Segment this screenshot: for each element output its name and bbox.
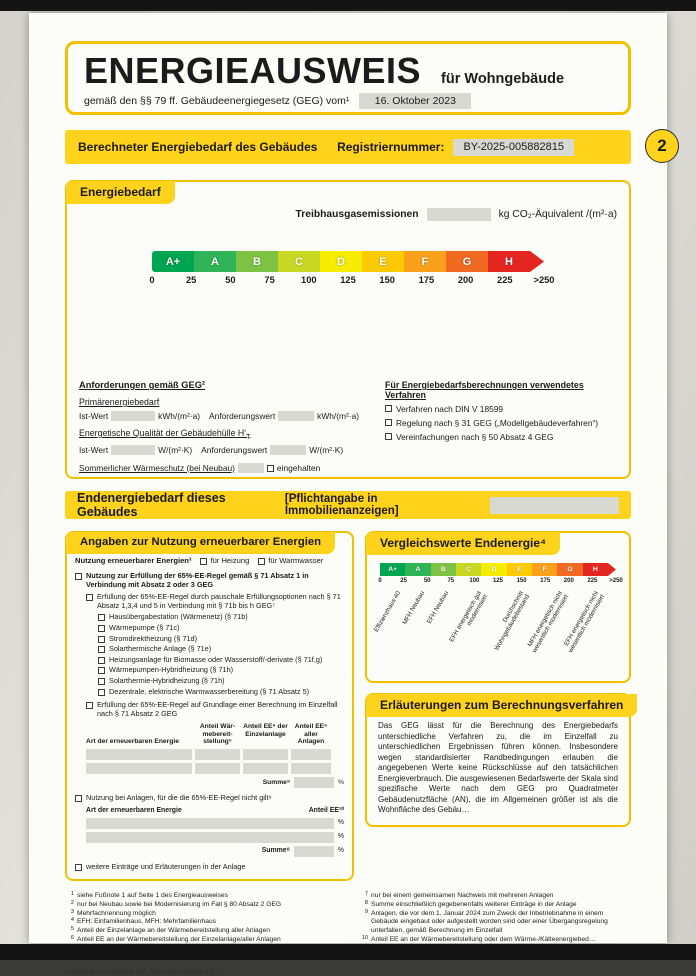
footnote-number: 7 xyxy=(364,891,368,898)
primary-energy-values-row xyxy=(79,411,377,421)
photo-edge-top xyxy=(0,0,696,11)
energy-class-cell: B xyxy=(236,251,278,272)
pauschal-option-label: Dezentrale, elektrische Warmwasserbereitung (§ 71 Absatz 5) xyxy=(109,686,310,696)
energy-class-cell: A xyxy=(405,563,430,576)
checkbox-eingehalten xyxy=(267,465,274,472)
energy-class-cell: E xyxy=(507,563,532,576)
sum-field xyxy=(294,777,334,788)
sum-label: Summe⁸ xyxy=(261,847,290,855)
registry-bar xyxy=(65,130,631,164)
footnote-text: Summe einschließlich gegebenenfalls weiterer Einträge in der Anlage xyxy=(371,901,577,909)
scale-tick: 0 xyxy=(378,578,382,584)
footnote-number: 6 xyxy=(70,934,74,941)
law-row xyxy=(84,93,612,109)
sum-field xyxy=(294,846,334,857)
scale-tick: 125 xyxy=(492,578,504,584)
pauschal-option-label: Solarthermie-Hybridheizung (§ 71h) xyxy=(109,676,225,686)
scale-tick: 25 xyxy=(186,275,197,285)
energy-class-cell: D xyxy=(481,563,506,576)
pauschal-option-label: Heizungsanlage für Biomasse oder Wasserstoff/-derivate (§ 71f,g) xyxy=(109,654,323,664)
scale-tick: 125 xyxy=(340,275,356,285)
checkbox xyxy=(98,614,105,621)
bottom-columns xyxy=(65,531,631,881)
ee-table-1-row xyxy=(86,749,344,760)
scale-tick: 50 xyxy=(423,578,431,584)
method-option xyxy=(385,432,617,442)
energy-class-cell: G xyxy=(557,563,582,576)
table-field xyxy=(86,763,192,774)
percent-sign: % xyxy=(337,833,344,841)
explanation-tab: Erläuterungen zum Berechnungsverfahren xyxy=(366,694,637,717)
pauschal-option xyxy=(98,613,344,622)
pauschal-option xyxy=(98,635,344,644)
rule65-label: Nutzung zur Erfüllung der 65%-EE-Regel gemäß § 71 Absatz 1 in Verbindung mit Absatz 2 oder 3 GEG xyxy=(86,570,309,589)
pauschal-option-label: Wärmepumpen-Hybridheizung (§ 71h) xyxy=(109,665,234,675)
pauschal-option xyxy=(98,688,344,697)
percent-sign: % xyxy=(337,847,344,855)
comparison-label: MFH Neubau xyxy=(401,590,427,626)
table-field xyxy=(86,749,192,760)
method-option xyxy=(385,418,617,428)
eingehalten-label: eingehalten xyxy=(276,462,321,473)
scale-tick: 25 xyxy=(400,578,407,584)
scale-tick: 200 xyxy=(457,275,474,285)
energy-class-cell: B xyxy=(431,563,456,576)
energiebedarf-tab: Energiebedarf xyxy=(66,181,175,204)
energy-class-cell: A+ xyxy=(152,251,194,272)
footnote-text: Anteil EE an der Wärmebereitstellung oder dem Wärme-/Kälteenergiebed… xyxy=(371,935,596,943)
footnote-number: 4 xyxy=(70,917,74,924)
photo-edge-bottom xyxy=(0,944,696,960)
scale-tick: 75 xyxy=(447,578,455,584)
anforderungswert-field xyxy=(270,445,306,455)
envelope-quality-subscript: T xyxy=(245,431,251,441)
scale-tick: 200 xyxy=(563,578,574,584)
energy-class-cell: C xyxy=(278,251,320,272)
checkbox xyxy=(75,573,82,580)
column-header: Anteil Wärmebereitstellung⁵ xyxy=(199,723,236,746)
checkbox xyxy=(75,795,82,802)
method-column xyxy=(377,380,617,473)
footnote xyxy=(359,910,631,936)
header-box xyxy=(65,41,631,115)
envelope-quality-heading xyxy=(79,428,377,441)
column-header: Anteil EE⁶ aller Anlagen xyxy=(294,723,328,746)
checkbox xyxy=(98,657,105,664)
comparison-scale-ticks xyxy=(378,578,623,587)
footnote-number: 3 xyxy=(70,908,74,915)
renewables-box xyxy=(65,531,354,881)
checkbox xyxy=(98,667,105,674)
issue-date-field: 16. Oktober 2023 xyxy=(359,93,471,109)
energy-class-cell: H xyxy=(583,563,608,576)
footnote xyxy=(65,901,343,910)
law-reference-text: gemäß den §§ 79 ff. Gebäudeenergiegesetz (GEG) vom¹ xyxy=(84,95,350,107)
energy-scale-ticks xyxy=(149,275,555,288)
footnote-number: 2 xyxy=(70,900,74,907)
energy-class-cell: C xyxy=(456,563,481,576)
comparison-box xyxy=(365,531,631,683)
usage-label: Nutzung erneuerbarer Energien³ xyxy=(75,556,192,565)
summer-protection-row xyxy=(79,463,377,473)
footnote-text: nur bei Neubau sowie bei Modernisierung im Fall § 80 Absatz 2 GEG xyxy=(77,901,282,909)
ist-wert-field xyxy=(111,411,155,421)
footnote-text: Anlagen, die vor dem 1. Januar 2024 zum Zweck der Inbetriebnahme in einem Gebäude eingebaut oder aufgestellt worden sind oder einer Übergangsregelung unterfallen, gemäß Berechnung im Einzelfall xyxy=(371,909,608,935)
footnote-number: 8 xyxy=(364,900,368,907)
footnote-text: Anteil EE an der Wärmebereitstellung der Einzelanlage/aller Anlagen xyxy=(77,935,281,943)
pauschal-label: Erfüllung der 65%-EE-Regel durch pauschale Erfüllungsoptionen nach § 71 Absatz 1,3,4 und 5 in Verbindung mit § 71b bis h GEG⁷ xyxy=(97,592,341,610)
method-option-label: Verfahren nach DIN V 18599 xyxy=(396,404,504,414)
footnote xyxy=(359,901,631,910)
comparison-tab: Vergleichswerte Endenergie⁴ xyxy=(366,532,560,555)
comparison-label: Durchschnitt Wohngebäudebestand xyxy=(493,590,532,652)
scale-tick: >250 xyxy=(609,578,623,584)
explanation-text: Das GEG lässt für die Berechnung des Energiebedarfs unterschiedliche Verfahren zu, die im Einzelfall zu unterschiedlichen Ergebnissen führen können. Insbesondere wegen standardisierter Randbedingungen erlauben die angegebenen Werte keine Rückschlüsse auf den tatsächlichen Energieverbrauch. Die ausgewiesenen Bedarfswerte der Skala sind spezifische Werte nach dem GEG pro Quadratmeter Gebäudenutzfläche (AN), die im Allgemeinen größer ist als die Wohnfläche des Gebäu… xyxy=(378,721,618,815)
footnote-text: EFH: Einfamilienhaus, MFH: Mehrfamilienhaus xyxy=(77,918,217,926)
comparison-label: EFH energetisch gut modernisiert xyxy=(448,590,490,644)
column-header: Art der erneuerbaren Energie xyxy=(86,738,179,746)
table-field xyxy=(86,832,334,843)
table-field xyxy=(291,763,331,774)
pauschal-option-label: Stromdirektheizung (§ 71d) xyxy=(109,633,198,643)
table-field xyxy=(291,749,331,760)
column-header: Anteil EE¹⁰ xyxy=(308,806,344,814)
requirements-column xyxy=(79,380,377,473)
scale-tick: 150 xyxy=(516,578,527,584)
document-page xyxy=(29,13,667,976)
energy-class-cell: H xyxy=(488,251,530,272)
usage-option-label: für Warmwasser xyxy=(268,556,324,565)
requirements-heading: Anforderungen gemäß GEG² xyxy=(79,380,206,390)
checkbox xyxy=(385,405,392,412)
comparison-label: EFH Neubau xyxy=(425,590,451,626)
checkbox xyxy=(258,558,265,565)
energy-requirements-area xyxy=(79,380,617,473)
einzelfall-row xyxy=(86,701,344,718)
scale-tick: 100 xyxy=(301,275,317,285)
energy-class-cell: G xyxy=(446,251,488,272)
checkbox xyxy=(98,678,105,685)
ist-wert-label: Ist-Wert xyxy=(79,444,109,455)
pauschal-option-label: Hausübergabestation (Wärmenetz) (§ 71b) xyxy=(109,612,248,622)
pauschal-option-label: Wärmepumpe (§ 71c) xyxy=(109,623,180,632)
registry-number-label: Registriernummer: xyxy=(337,140,445,154)
energiebedarf-box xyxy=(65,180,631,479)
anforderungswert-field xyxy=(278,411,314,421)
scale-tick: 225 xyxy=(587,578,598,584)
scale-arrow-icon xyxy=(608,563,616,576)
footnote xyxy=(65,918,343,927)
method-option xyxy=(385,404,617,414)
renewables-tab: Angaben zur Nutzung erneuerbarer Energien xyxy=(66,532,335,554)
ee-table-1 xyxy=(86,723,344,788)
ee-table-2 xyxy=(86,807,344,857)
column-header: Anteil EE⁶ der Einzelanlage xyxy=(243,723,288,738)
comparison-labels xyxy=(372,587,616,675)
scale-tick: 0 xyxy=(149,275,155,285)
kwh-unit: kWh/(m²·a) xyxy=(158,411,201,421)
footnote-number: 10 xyxy=(361,934,368,941)
software-footer: Hottgenroth Software AG, Verbrauchspass 5.2.2 xyxy=(65,966,221,976)
pauschal-option-label: Solarthermische Anlage (§ 71e) xyxy=(109,644,212,654)
ee-table-2-sum-row xyxy=(86,846,344,857)
footnotes xyxy=(65,892,631,944)
pauschal-option xyxy=(98,656,344,665)
column-header: Art der erneuerbaren Energie xyxy=(86,806,182,814)
checkbox xyxy=(385,433,392,440)
pauschal-option xyxy=(98,645,344,654)
notapply-row xyxy=(75,794,344,803)
energy-class-cell: A xyxy=(194,251,236,272)
footnote xyxy=(359,892,631,901)
title-row xyxy=(84,50,612,91)
emissions-value-field xyxy=(427,208,491,221)
comparison-label: Effizienzhaus 40 xyxy=(372,590,403,634)
ee-table-1-row xyxy=(86,763,344,774)
section-title-berechneter-energiebedarf: Berechneter Energiebedarf des Gebäudes xyxy=(78,140,318,154)
comparison-label: EFH energetisch nicht wesentlich modernisiert xyxy=(563,590,607,655)
footnote xyxy=(65,927,343,936)
ee-table-2-header xyxy=(86,807,344,815)
summer-protection-field xyxy=(238,463,264,473)
footnote-text: Mehrfachnennung möglich xyxy=(77,909,156,917)
footnote-text: nur bei einem gemeinsamen Nachweis mit mehreren Anlagen xyxy=(371,892,554,900)
checkbox xyxy=(98,646,105,653)
registry-number-field: BY-2025-005882815 xyxy=(453,139,574,156)
ee-table-2-row xyxy=(86,832,344,843)
checkbox xyxy=(200,558,207,565)
comparison-class-bar xyxy=(380,563,616,576)
pauschal-option xyxy=(98,624,344,633)
checkbox xyxy=(86,702,93,709)
scale-arrow-icon xyxy=(530,251,544,272)
anforderungswert-label: Anforderungswert xyxy=(201,444,268,455)
scale-tick: 100 xyxy=(469,578,480,584)
usage-option-warmwasser xyxy=(258,557,323,566)
table-field xyxy=(243,763,288,774)
emissions-unit: kg CO₂-Äquivalent /(m²·a) xyxy=(498,209,617,220)
scale-tick: 150 xyxy=(379,275,395,285)
more-entries-label: weitere Einträge und Erläuterungen in der Anlage xyxy=(86,861,246,871)
endenergiebedarf-bar xyxy=(65,491,631,519)
checkbox xyxy=(98,636,105,643)
document-subtitle: für Wohngebäude xyxy=(441,71,565,87)
pauschal-option xyxy=(98,666,344,675)
checkbox xyxy=(385,419,392,426)
footnote-number: 9 xyxy=(364,908,368,915)
ist-wert-label: Ist-Wert xyxy=(79,411,109,421)
comparison-label: MFH energetisch nicht wesentlich modernisiert xyxy=(526,590,571,655)
endenergiebedarf-value-field xyxy=(490,497,619,514)
pauschal-option xyxy=(98,677,344,686)
footnotes-right-column xyxy=(359,892,631,944)
more-entries-row xyxy=(75,863,344,872)
renewables-usage-row xyxy=(75,557,344,566)
right-column xyxy=(365,531,631,827)
primary-energy-heading: Primärenergiebedarf xyxy=(79,397,160,407)
pflichtangabe-note: [Pflichtangabe in Immobilienanzeigen] xyxy=(284,493,399,517)
rule65-row xyxy=(75,572,344,589)
checkbox xyxy=(86,594,93,601)
notapply-label: Nutzung bei Anlagen, für die die 65%-EE-Regel nicht gilt⁹ xyxy=(86,792,272,802)
anforderungswert-label: Anforderungswert xyxy=(209,411,276,421)
comparison-scale xyxy=(372,563,623,675)
emissions-row xyxy=(79,208,617,221)
footnote-number: 1 xyxy=(70,891,74,898)
footnote-number: 5 xyxy=(70,926,74,933)
footnote xyxy=(65,892,343,901)
table-field xyxy=(195,763,240,774)
einzelfall-label: Erfüllung der 65%-EE-Regel auf Grundlage einer Berechnung im Einzelfall nach § 71 Absatz 2 GEG xyxy=(97,700,338,718)
footnote xyxy=(65,910,343,919)
pauschal-row xyxy=(86,593,344,610)
ee-table-2-row xyxy=(86,818,344,829)
energy-class-scale xyxy=(149,251,555,288)
summer-protection-label: Sommerlicher Wärmeschutz (bei Neubau) xyxy=(79,462,235,473)
ist-wert-field xyxy=(111,445,155,455)
checkbox xyxy=(98,625,105,632)
document-title: ENERGIEAUSWEIS xyxy=(84,50,422,91)
energy-class-cell: F xyxy=(404,251,446,272)
energy-class-cell: E xyxy=(362,251,404,272)
table-field xyxy=(86,818,334,829)
ee-table-1-header xyxy=(86,723,344,746)
percent-sign: % xyxy=(338,778,344,786)
envelope-quality-text: Energetische Qualität der Gebäudehülle H' xyxy=(79,428,246,438)
table-field xyxy=(195,749,240,760)
usage-option-heizung xyxy=(200,557,249,566)
ee-table-1-sum-row xyxy=(86,777,344,788)
scale-tick: 50 xyxy=(225,275,236,285)
scale-tick: >250 xyxy=(533,275,555,285)
energy-class-bar xyxy=(152,251,544,272)
usage-option-label: für Heizung xyxy=(210,556,250,565)
method-heading: Für Energiebedarfsberechnungen verwendetes Verfahren xyxy=(385,380,584,400)
checkbox xyxy=(98,689,105,696)
envelope-values-row xyxy=(79,445,377,455)
method-option-label: Regelung nach § 31 GEG („Modellgebäudeverfahren“) xyxy=(396,418,599,428)
checkbox xyxy=(75,864,82,871)
endenergiebedarf-title: Endenergiebedarf dieses Gebäudes xyxy=(77,491,226,519)
footnote-text: Anteil der Einzelanlage an der Wärmebereitstellung aller Anlagen xyxy=(77,927,270,935)
explanation-box xyxy=(365,693,631,827)
w-unit: W/(m²·K) xyxy=(158,444,193,455)
scale-tick: 225 xyxy=(497,275,513,285)
kwh-unit: kWh/(m²·a) xyxy=(317,411,360,421)
emissions-label: Treibhausgasemissionen xyxy=(295,209,419,220)
footnote-text: siehe Fußnote 1 auf Seite 1 des Energieausweises xyxy=(77,892,228,900)
scale-tick: 175 xyxy=(418,275,435,285)
w-unit: W/(m²·K) xyxy=(309,444,344,455)
energy-class-cell: D xyxy=(320,251,362,272)
footnotes-left-column xyxy=(65,892,343,944)
method-option-label: Vereinfachungen nach § 50 Absatz 4 GEG xyxy=(396,432,554,442)
energy-class-cell: F xyxy=(532,563,557,576)
scale-tick: 175 xyxy=(540,578,551,584)
energy-class-cell: A+ xyxy=(380,563,405,576)
sum-label: Summe⁸ xyxy=(262,778,291,786)
scale-tick: 75 xyxy=(264,275,275,285)
table-field xyxy=(243,749,288,760)
percent-sign: % xyxy=(337,819,344,827)
page-number-badge: 2 xyxy=(645,129,679,163)
